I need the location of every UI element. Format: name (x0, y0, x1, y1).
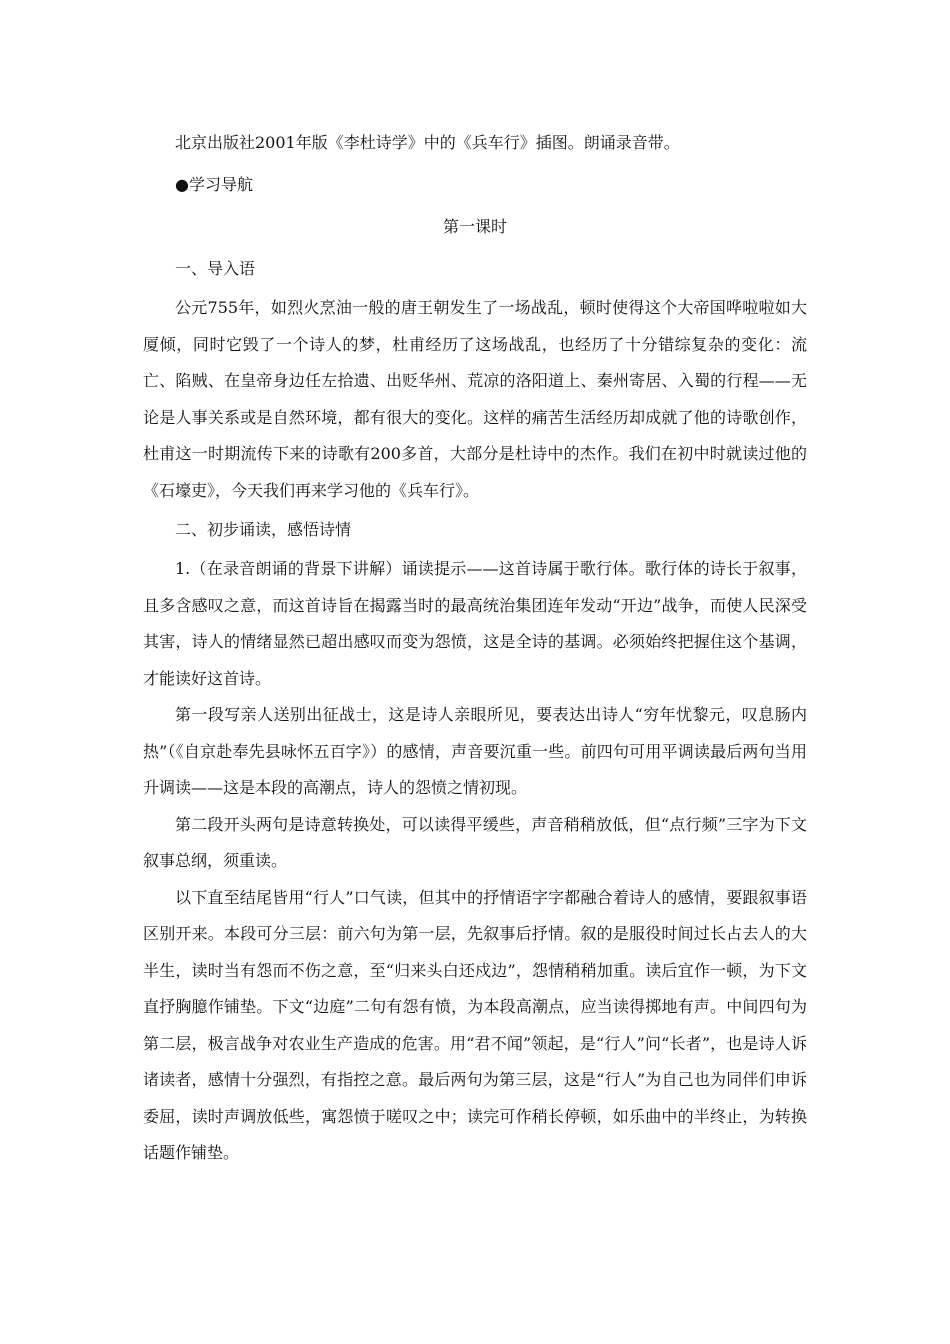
section-heading-reading: 二、初步诵读，感悟诗情 (175, 520, 352, 539)
lesson-title: 第一课时 (442, 217, 507, 236)
intro-paragraph: 公元755年，如烈火烹油一般的唐王朝发生了一场战乱，顿时使得这个大帝国哗啦啦如大厦倾，同时它毁了一个诗人的梦，杜甫经历了这场战乱，也经历了十分错综复杂的变化：流亡、陷贼、在皇帝身边任左拾遗、出贬华州、荒凉的洛阳道上、秦州寄居、入蜀的行程——无论是人事关系或是自然环境，都有很大的变化。这样的痛苦生活经历却成就了他的诗歌创作，杜甫这一时期流传下来的诗歌有200多首，大部分是杜诗中的杰作。我们在初中时就读过他的《石壕吏》，今天我们再来学习他的《兵车行》。 (143, 298, 807, 500)
remaining-stanza-paragraph: 以下直至结尾皆用“行人”口气读，但其中的抒情语字字都融合着诗人的感情，要跟叙事语区别开来。本段可分三层：前六句为第一层，先叙事后抒情。叙的是服役时间过长占去人的大半生，读时当有怨而不伤之意，至“归来头白还戍边”，怨情稍稍加重。读后宜作一顿，为下文直抒胸臆作铺垫。下文“边庭”二句有怨有愤，为本段高潮点，应当读得掷地有声。中间四句为第二层，极言战争对农业生产造成的危害。用“君不闻”领起，是“行人”问“长者”，也是诗人诉诸读者，感情十分强烈，有指控之意。最后两句为第三层，这是“行人”为自己也为同伴们申诉委屈，读时声调放低些，寓怨愤于嗟叹之中；读完可作稍长停顿，如乐曲中的半终止，为转换话题作铺垫。 (143, 887, 807, 1162)
document-body (143, 122, 807, 1172)
reading-tip-paragraph: 1.（在录音朗诵的背景下讲解）诵读提示——这首诗属于歌行体。歌行体的诗长于叙事，且多含感叹之意，而这首诗旨在揭露当时的最高统治集团连年发动“开边”战争，而使人民深受其害，诗人的情绪显然已超出感叹而变为怨愤，这是全诗的基调。必须始终把握住这个基调，才能读好这首诗。 (143, 559, 807, 688)
first-stanza-paragraph: 第一段写亲人送别出征战士，这是诗人亲眼所见，要表达出诗人“穷年忧黎元，叹息肠内热”（《自京赴奉先县咏怀五百字》）的感情，声音要沉重一些。前四句可用平调读最后两句当用升调读——这是本段的高潮点，诗人的怨愤之情初现。 (143, 705, 807, 797)
study-guide-heading: ●学习导航 (175, 175, 253, 194)
second-stanza-paragraph: 第二段开头两句是诗意转换处，可以读得平缓些，声音稍稍放低，但“点行频”三字为下文叙事总纲，须重读。 (143, 814, 807, 870)
resources-line: 北京出版社2001年版《李杜诗学》中的《兵车行》插图。朗诵录音带。 (175, 133, 680, 152)
section-heading-intro: 一、导入语 (175, 259, 256, 278)
